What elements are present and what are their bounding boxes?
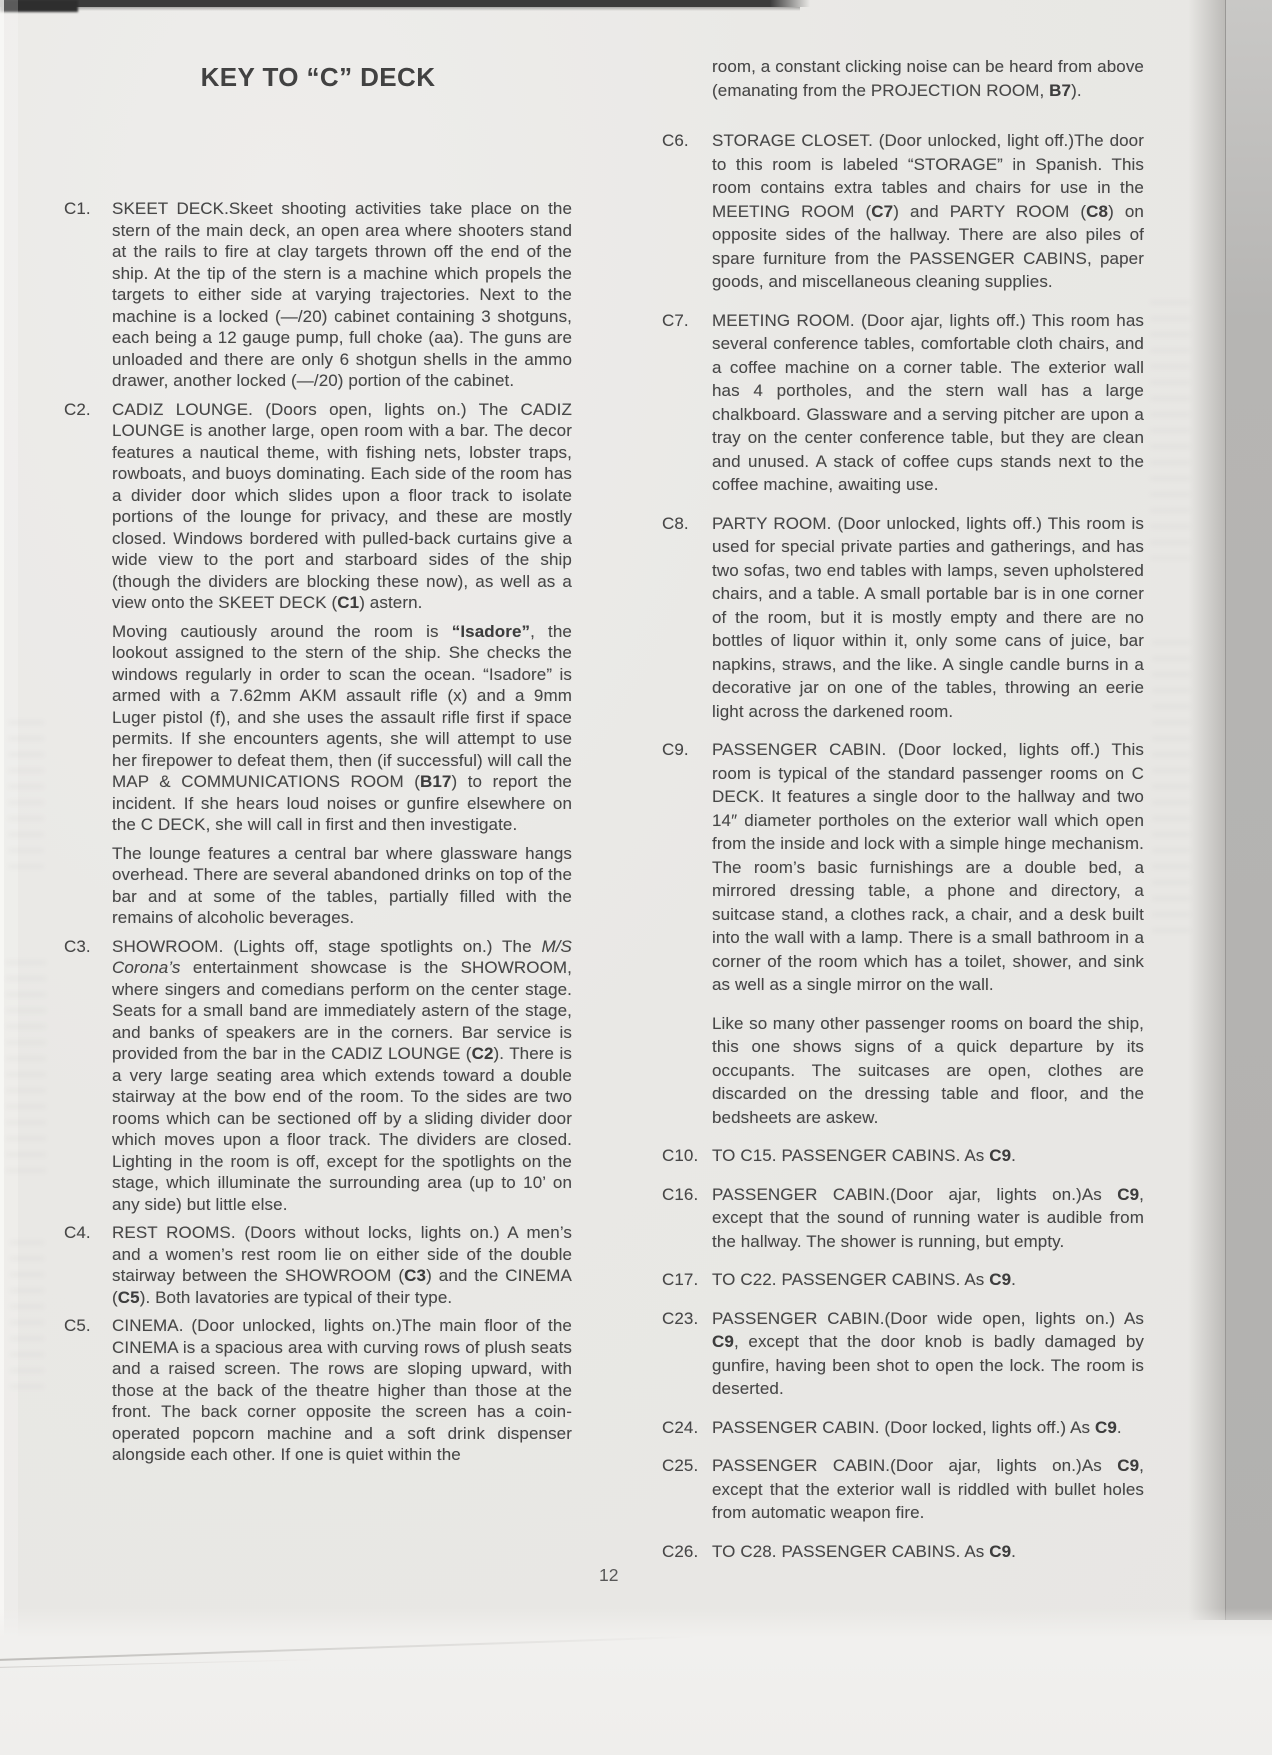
cross-reference: C5 xyxy=(117,1287,140,1307)
entry-id: C25. xyxy=(662,1456,699,1475)
bleed-through-ghost xyxy=(1150,300,1190,560)
cross-reference: C9 xyxy=(989,1270,1012,1289)
deck-entry-C5 xyxy=(64,1315,572,1466)
entry-paragraph xyxy=(662,738,1144,997)
body-text: PASSENGER CABIN. (Door locked, lights off.) This room is typical of the standard passenger rooms on C DECK. It features a single door to the hallway and two 14″ diameter portholes on the exterior wall which open from the inside and lock with a simple hinge mechanism. The room’s basic furnishings are a double bed, a mirrored dressing table, a phone and directory, a suitcase stand, a clothes rack, a chair, and a desk built into the wall with a lamp. There is a small bathroom in a corner of the room which has a toilet, shower, and sink as well as a single mirror on the wall. xyxy=(712,740,1144,994)
entry-paragraph xyxy=(662,512,1144,724)
body-text: SHOWROOM. (Lights off, stage spotlights on.) The xyxy=(112,936,542,956)
entry-paragraph xyxy=(712,55,1144,102)
right-entry-list xyxy=(662,55,1144,1563)
cross-reference: B7 xyxy=(1049,80,1072,100)
next-page-edge xyxy=(1226,0,1272,1620)
deck-entry-C26 xyxy=(662,1540,1144,1564)
body-text: . xyxy=(1116,1417,1122,1437)
left-column xyxy=(64,62,572,1473)
cross-reference: C9 xyxy=(1117,1184,1140,1204)
body-text: ). There is a very large seating area which extends toward a double stairway at the bow end of the room. To the sides are two rooms which can be sectioned off by a sliding divider door which moves upon a floor track. The dividers are closed. Lighting in the room is off, except for the spotlights on the stage, which illuminate the surrounding area (up to 10’ on any side) but little else. xyxy=(112,1044,572,1214)
scan-binding-band xyxy=(0,0,770,7)
page-bottom-curl xyxy=(0,1608,1272,1755)
body-text: CADIZ LOUNGE. (Doors open, lights on.) The CADIZ LOUNGE is another large, open room with a bar. The decor features a nautical theme, with fishing nets, lobster traps, rowboats, and buoys dominating. Each side of the room has a divider door which slides upon a floor track to isolate portions of the lounge for privacy, and these are mostly closed. Windows bordered with pulled-back curtains give a wide view to the port and starboard sides of the ship (though the dividers are blocking these now), as well as a view onto the SKEET DECK ( xyxy=(112,399,572,612)
body-text: PASSENGER CABIN. (Door locked, lights off.) As xyxy=(712,1417,1095,1437)
scan-binding-shadow xyxy=(0,7,800,11)
body-text: ). Both lavatories are typical of their type. xyxy=(139,1287,453,1307)
body-text: . xyxy=(1011,1541,1016,1561)
body-text: STORAGE CLOSET. (Door unlocked, light off.)The door to this room is labeled “STORAGE” in Spanish. This room contains extra tables and chairs for use in the MEETING ROOM ( xyxy=(712,131,1144,221)
page-number: 12 xyxy=(599,1565,619,1585)
body-text: room, a constant clicking noise can be heard from above (emanating from the PROJECTION ROOM, xyxy=(712,57,1144,100)
body-text: ). xyxy=(1071,80,1082,100)
deck-entry-C4 xyxy=(64,1222,572,1308)
entry-paragraph xyxy=(662,1540,1144,1564)
entry-paragraph xyxy=(662,309,1144,497)
body-text: PASSENGER CABIN.(Door ajar, lights on.)As xyxy=(712,1184,1118,1204)
entry-paragraph xyxy=(662,1268,1144,1292)
entry-id: C26. xyxy=(662,1541,699,1561)
deck-entry-C17 xyxy=(662,1268,1144,1292)
entry-id: C23. xyxy=(662,1308,699,1328)
deck-entry-C3 xyxy=(64,936,572,1216)
cross-reference: C9 xyxy=(1094,1417,1117,1437)
body-text: ) astern. xyxy=(359,593,423,612)
entry-id: C24. xyxy=(662,1417,699,1437)
entry-id: C1. xyxy=(64,199,91,218)
entry-paragraph xyxy=(662,1183,1144,1254)
entry-paragraph xyxy=(662,1144,1144,1168)
cross-reference: C1 xyxy=(337,593,360,612)
deck-entry-C2 xyxy=(64,399,572,929)
entry-id: C4. xyxy=(64,1223,91,1242)
body-text: ) to report the incident. If she hears loud noises or gunfire elsewhere on the C DECK, she will call in first and then investigate. xyxy=(112,772,572,834)
deck-entry-C8 xyxy=(662,512,1144,724)
deck-entry-C6 xyxy=(662,129,1144,294)
scan-binding-band-fade xyxy=(770,0,810,7)
cross-reference: C9 xyxy=(989,1541,1012,1561)
body-text: PASSENGER CABIN.(Door wide open, lights on.) As xyxy=(712,1308,1144,1328)
body-text: entertainment showcase is the SHOWROOM, where singers and comedians perform on the center stage. Seats for a small band are immediately astern of the stage, and banks of speakers are in the corners. Bar service is provided from the bar in the CADIZ LOUNGE ( xyxy=(112,958,572,1063)
cross-reference: C9 xyxy=(1117,1456,1140,1475)
entry-paragraph xyxy=(64,936,572,1216)
deck-entry-C10 xyxy=(662,1144,1144,1168)
body-text: TO C15. PASSENGER CABINS. As xyxy=(712,1146,990,1165)
body-text: M/S Corona’s xyxy=(112,936,572,977)
body-text: , except that the sound of running water is audible from the hallway. The shower is running, but empty. xyxy=(712,1184,1144,1251)
entry-id: C2. xyxy=(64,399,91,419)
body-text: SKEET DECK.Skeet shooting activities take place on the stern of the main deck, an open area where shooters stand at the rails to fire at clay targets thrown off the end of the ship. At the tip of the stern is a machine which propels the targets to either side at varying trajectories. Next to the machine is a locked (—/20) cabinet containing 3 shotguns, each being a 12 gauge pump, full choke (aa). The guns are unloaded and there are only 6 shotgun shells in the ammo drawer, another locked (—/20) portion of the cabinet. xyxy=(112,199,572,390)
deck-entry-C1 xyxy=(64,198,572,392)
body-text: . xyxy=(1011,1146,1016,1165)
body-text: TO C22. PASSENGER CABINS. As xyxy=(712,1270,990,1289)
body-text: PARTY ROOM. (Door unlocked, lights off.) This room is used for special private parties and gatherings, and has two sofas, two end tables with lamps, seven upholstered chairs, and a table. A small portable bar is in one corner of the room, but it is mostly empty and there are no bottles of liquor within it, only some cans of juice, bar napkins, straws, and the like. A single candle burns in a decorative jar on one of the tables, throwing an eerie light across the darkened room. xyxy=(712,513,1144,721)
entry-paragraph xyxy=(64,1222,572,1308)
entry-paragraph xyxy=(712,1012,1144,1130)
page-title: KEY TO “C” DECK xyxy=(200,62,436,92)
body-text: Moving cautiously around the room is xyxy=(112,621,452,641)
body-text: REST ROOMS. (Doors without locks, lights on.) A men’s and a women’s rest room lie on either side of the double stairway between the SHOWROOM ( xyxy=(112,1223,572,1285)
cross-reference: C8 xyxy=(1086,201,1109,221)
deck-entry-C23 xyxy=(662,1307,1144,1401)
bleed-through-ghost xyxy=(1152,640,1190,940)
entry-id: C7. xyxy=(662,310,689,330)
left-entry-list xyxy=(64,198,572,1466)
body-text: , except that the door knob is badly damaged by gunfire, having been shot to open the lock. The room is deserted. xyxy=(712,1332,1144,1398)
entry-id: C8. xyxy=(662,513,689,533)
entry-id: C16. xyxy=(662,1184,699,1204)
cross-reference: B17 xyxy=(420,772,452,791)
cross-reference: C7 xyxy=(871,201,894,221)
body-text: , the lookout assigned to the stern of the ship. She checks the windows regularly in order to scan the ocean. “Isadore” is armed with a 7.62mm AKM assault rifle (x) and a 9mm Luger pistol (f), and she uses the assault rifle first if space permits. If she encounters agents, she will attempt to use her firepower to defeat them, then (if successful) will call the MAP & COMMUNICATIONS ROOM ( xyxy=(112,621,572,791)
entry-paragraph xyxy=(64,399,572,614)
cross-reference: C3 xyxy=(404,1266,427,1285)
entry-paragraph xyxy=(662,1307,1144,1401)
body-text: The lounge features a central bar where glassware hangs overhead. There are several abandoned drinks on top of the bar and at some of the tables, partially filled with the remains of alcoholic beverages. xyxy=(112,843,572,927)
entry-paragraph xyxy=(662,129,1144,294)
bleed-through-ghost xyxy=(10,1240,44,1390)
cross-reference: “Isadore” xyxy=(451,621,531,641)
page-right-fold xyxy=(1188,0,1226,1620)
entry-paragraph xyxy=(662,1416,1144,1440)
deck-entry-C7 xyxy=(662,309,1144,497)
deck-entry-C16 xyxy=(662,1183,1144,1254)
entry-paragraph xyxy=(112,843,572,929)
entry-id: C17. xyxy=(662,1270,699,1289)
body-text: TO C28. PASSENGER CABINS. As xyxy=(712,1541,990,1561)
cross-reference: C9 xyxy=(989,1146,1012,1165)
body-text: CINEMA. (Door unlocked, lights on.)The main floor of the CINEMA is a spacious area with curving rows of plush seats and a raised screen. The rows are sloping upward, with those at the back of the theatre higher than those at the front. The back corner opposite the screen has a coin-operated popcorn machine and a soft drink dispenser alongside each other. If one is quiet within the xyxy=(112,1316,572,1464)
entry-paragraph xyxy=(662,1454,1144,1525)
entry-id: C6. xyxy=(662,131,689,150)
entry-paragraph xyxy=(64,1315,572,1466)
right-column xyxy=(662,55,1144,1578)
deck-entry-C24 xyxy=(662,1416,1144,1440)
entry-paragraph xyxy=(112,621,572,836)
body-text: MEETING ROOM. (Door ajar, lights off.) This room has several conference tables, comfortable cloth chairs, and a coffee machine on a corner table. The exterior wall has 4 portholes, and the stern wall has a large chalkboard. Glassware and a serving pitcher are upon a tray on the center conference table, but they are clean and unused. A stack of coffee cups stands next to the coffee machine, awaiting use. xyxy=(712,310,1144,494)
deck-entry-C9 xyxy=(662,738,1144,1129)
entry-id: C10. xyxy=(662,1146,699,1165)
deck-entry-C25 xyxy=(662,1454,1144,1525)
entry-id: C9. xyxy=(662,740,689,759)
entry-paragraph xyxy=(64,198,572,392)
entry-id: C5. xyxy=(64,1316,91,1335)
body-text: ) and the CINEMA ( xyxy=(112,1266,572,1307)
deck-entry-intro xyxy=(662,55,1144,102)
cross-reference: C9 xyxy=(712,1332,734,1351)
bleed-through-ghost xyxy=(6,960,46,1180)
body-text: PASSENGER CABIN.(Door ajar, lights on.)As xyxy=(712,1456,1118,1475)
bleed-through-ghost xyxy=(8,720,44,880)
body-text: . xyxy=(1011,1270,1016,1289)
body-text: ) on opposite sides of the hallway. There are also piles of spare furniture from the PASSENGER CABINS, paper goods, and miscellaneous cleaning supplies. xyxy=(712,201,1144,291)
cross-reference: C2 xyxy=(471,1044,494,1063)
entry-id: C3. xyxy=(64,936,91,956)
body-text: Like so many other passenger rooms on board the ship, this one shows signs of a quick departure by its occupants. The suitcases are open, clothes are discarded on the dressing table and floor, and the bedsheets are askew. xyxy=(712,1013,1144,1127)
body-text: ) and PARTY ROOM ( xyxy=(893,201,1087,221)
body-text: , except that the exterior wall is riddled with bullet holes from automatic weapon fire. xyxy=(712,1456,1144,1522)
